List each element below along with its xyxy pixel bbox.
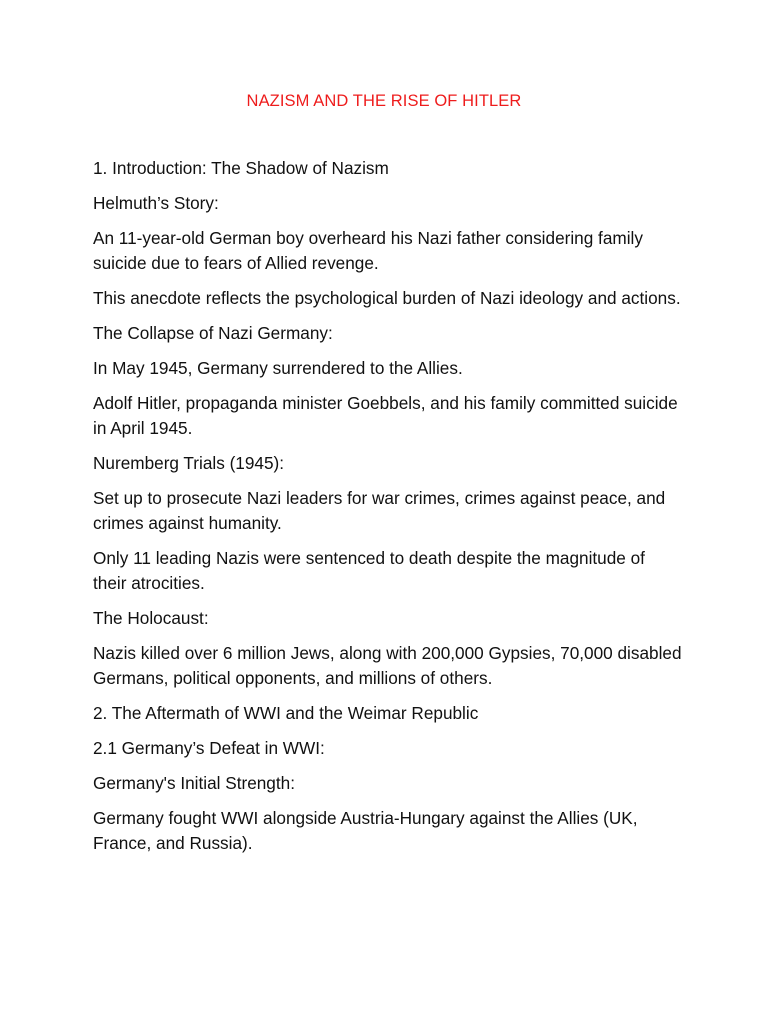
subheading-helmuths-story: Helmuth’s Story: <box>93 193 219 213</box>
paragraph: Nazis killed over 6 million Jews, along with 200,000 Gypsies, 70,000 disabled Germans, political opponents, and millions of others. <box>93 643 682 688</box>
paragraph: Set up to prosecute Nazi leaders for war crimes, crimes against peace, and crimes against humanity. <box>93 488 666 533</box>
subsection-heading-germanys-defeat: 2.1 Germany’s Defeat in WWI: <box>93 738 325 758</box>
section-heading-aftermath-wwi: 2. The Aftermath of WWI and the Weimar Republic <box>93 703 479 723</box>
document-body <box>93 156 683 866</box>
paragraph: This anecdote reflects the psychological burden of Nazi ideology and actions. <box>93 288 681 308</box>
subheading-holocaust: The Holocaust: <box>93 608 209 628</box>
subheading-initial-strength: Germany's Initial Strength: <box>93 773 295 793</box>
document-title: NAZISM AND THE RISE OF HITLER <box>246 92 522 110</box>
section-heading-introduction: 1. Introduction: The Shadow of Nazism <box>93 158 389 178</box>
paragraph: Germany fought WWI alongside Austria-Hungary against the Allies (UK, France, and Russia). <box>93 808 638 853</box>
paragraph: Only 11 leading Nazis were sentenced to death despite the magnitude of their atrocities. <box>93 548 645 593</box>
paragraph: An 11-year-old German boy overheard his Nazi father considering family suicide due to fears of Allied revenge. <box>93 228 643 273</box>
paragraph: Adolf Hitler, propaganda minister Goebbels, and his family committed suicide in April 1945. <box>93 393 678 438</box>
subheading-collapse-of-nazi-germany: The Collapse of Nazi Germany: <box>93 323 333 343</box>
paragraph: In May 1945, Germany surrendered to the Allies. <box>93 358 463 378</box>
subheading-nuremberg-trials: Nuremberg Trials (1945): <box>93 453 285 473</box>
